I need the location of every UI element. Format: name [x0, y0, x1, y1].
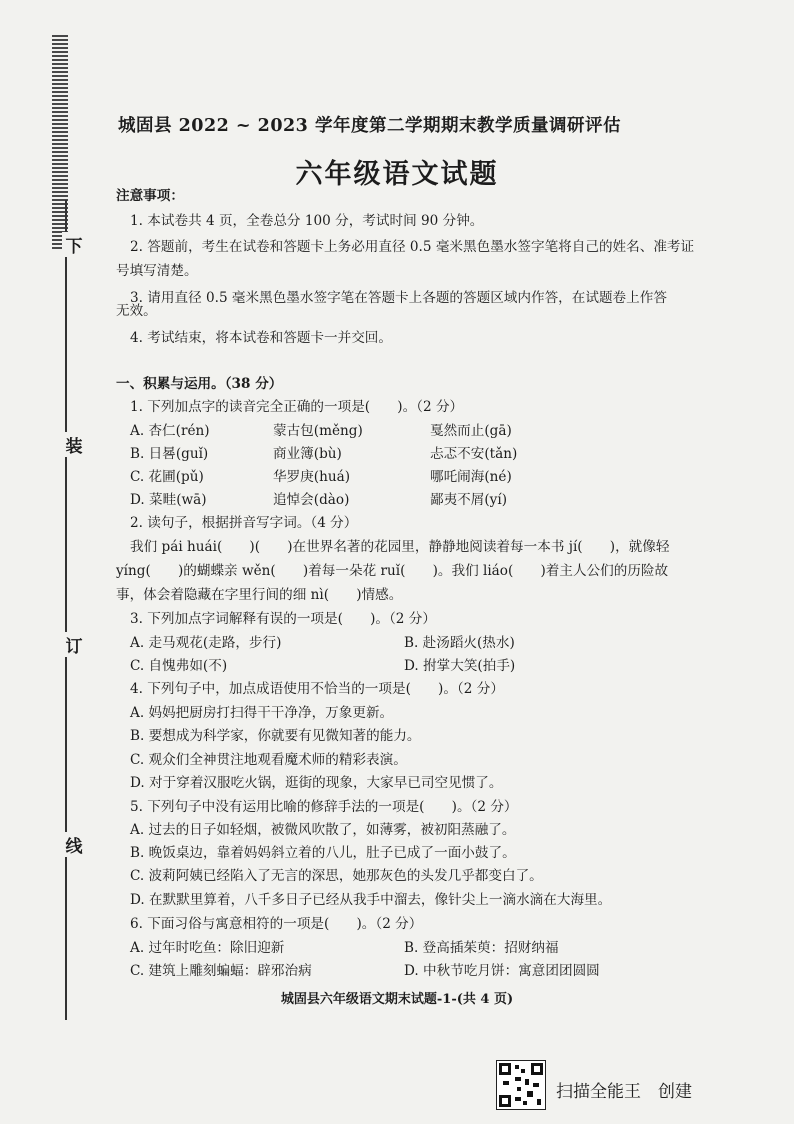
q6-option: D. 中秋节吃月饼：寓意团团圆圆: [404, 963, 600, 979]
note-line: 2. 答题前，考生在试卷和答题卡上务必用直径 0.5 毫米黑色墨水签字笔将自己的姓名、准考证: [130, 239, 695, 255]
binding-char-xia: 下: [62, 232, 86, 257]
q6-option: A. 过年时吃鱼：除旧迎新: [130, 940, 285, 956]
binding-line: [65, 200, 67, 1020]
q5-option: D. 在默默里算着，八千多日子已经从我手中溜去，像针尖上一滴水滴在大海里。: [130, 892, 612, 908]
question-1-stem: 1. 下列加点字的读音完全正确的一项是( )。（2 分）: [130, 399, 464, 415]
exam-subtitle: 城固县 2022 ~ 2023 学年度第二学期期末教学质量调研评估: [118, 116, 621, 136]
q4-option: A. 妈妈把厨房打扫得干干净净，万象更新。: [130, 705, 394, 721]
q3-option: D. 拊掌大笑(拍手): [404, 658, 516, 674]
question-6-stem: 6. 下面习俗与寓意相符的一项是( )。（2 分）: [130, 916, 423, 932]
q5-option: A. 过去的日子如轻烟，被微风吹散了，如薄雾，被初阳蒸融了。: [130, 822, 516, 838]
page-footer: 城固县六年级语文期末试题-1-(共 4 页): [280, 992, 514, 1007]
q1-option: 蒙古包(měng): [273, 423, 363, 439]
q1-option: D. 菜畦(wā): [130, 492, 207, 508]
q6-option: C. 建筑上雕刻蝙蝠：辟邪治病: [130, 963, 312, 979]
q4-option: B. 要想成为科学家，你就要有见微知著的能力。: [130, 728, 421, 744]
q1-option: 鄙夷不屑(yí): [430, 492, 508, 508]
binding-char-ding: 订: [62, 632, 86, 657]
q5-option: C. 波莉阿姨已经陷入了无言的深思，她那灰色的头发几乎都变白了。: [130, 868, 543, 884]
question-4-stem: 4. 下列句子中，加点成语使用不恰当的一项是( )。（2 分）: [130, 681, 504, 697]
q2-text-line: 事，体会着隐藏在字里行间的细 nì( )情感。: [116, 587, 403, 603]
page-title: 六年级语文试题: [295, 159, 499, 190]
q1-option: 戛然而止(gā): [430, 423, 512, 439]
q1-option: C. 花圃(pǔ): [130, 469, 204, 485]
note-line: 4. 考试结束，将本试卷和答题卡一并交回。: [130, 330, 392, 346]
notes-heading: 注意事项：: [116, 188, 184, 204]
binding-char-xian: 线: [62, 832, 86, 857]
q3-option: B. 赴汤蹈火(热水): [404, 635, 515, 651]
question-3-stem: 3. 下列加点字词解释有误的一项是( )。（2 分）: [130, 611, 436, 627]
qr-code-icon: [496, 1060, 546, 1110]
q1-option: 追悼会(dào): [273, 492, 350, 508]
q5-option: B. 晚饭桌边，靠着妈妈斜立着的八儿，肚子已成了一面小鼓了。: [130, 845, 516, 861]
note-line: 3. 请用直径 0.5 毫米黑色墨水签字笔在答题卡上各题的答题区域内作答，在试题卷上作答: [130, 290, 667, 306]
q2-text-line: yíng( )的蝴蝶亲 wěn( )着每一朵花 ruǐ( )。我们 liáo( )着主人公们的历险故: [116, 563, 669, 579]
q1-option: 商业簿(bù): [273, 446, 342, 462]
note-line: 无效。: [116, 303, 157, 319]
q1-option: A. 杏仁(rén): [130, 423, 210, 439]
note-line: 号填写清楚。: [116, 263, 198, 279]
question-5-stem: 5. 下列句子中没有运用比喻的修辞手法的一项是( )。（2 分）: [130, 799, 518, 815]
q1-option: 忐忑不安(tǎn): [430, 446, 518, 462]
q4-option: C. 观众们全神贯注地观看魔术师的精彩表演。: [130, 752, 407, 768]
q1-option: 华罗庚(huá): [273, 469, 351, 485]
section-heading: 一、积累与运用。（38 分）: [116, 376, 283, 392]
q1-option: B. 日晷(guǐ): [130, 446, 209, 462]
q6-option: B. 登高插茱萸：招财纳福: [404, 940, 559, 956]
binding-char-zhuang: 装: [62, 432, 86, 457]
scanner-watermark: 扫描全能王 创建: [556, 1082, 692, 1102]
note-line: 1. 本试卷共 4 页，全卷总分 100 分，考试时间 90 分钟。: [130, 213, 484, 229]
q1-option: 哪吒闹海(né): [430, 469, 512, 485]
q4-option: D. 对于穿着汉服吃火锅，逛街的现象，大家早已司空见惯了。: [130, 775, 503, 791]
q2-text-line: 我们 pái huái( )( )在世界名著的花园里，静静地阅读着每一本书 jí( )，就像轻: [130, 539, 670, 555]
q3-option: C. 自愧弗如(不): [130, 658, 228, 674]
question-2-stem: 2. 读句子，根据拼音写字词。（4 分）: [130, 515, 358, 531]
q3-option: A. 走马观花(走路，步行): [130, 635, 282, 651]
